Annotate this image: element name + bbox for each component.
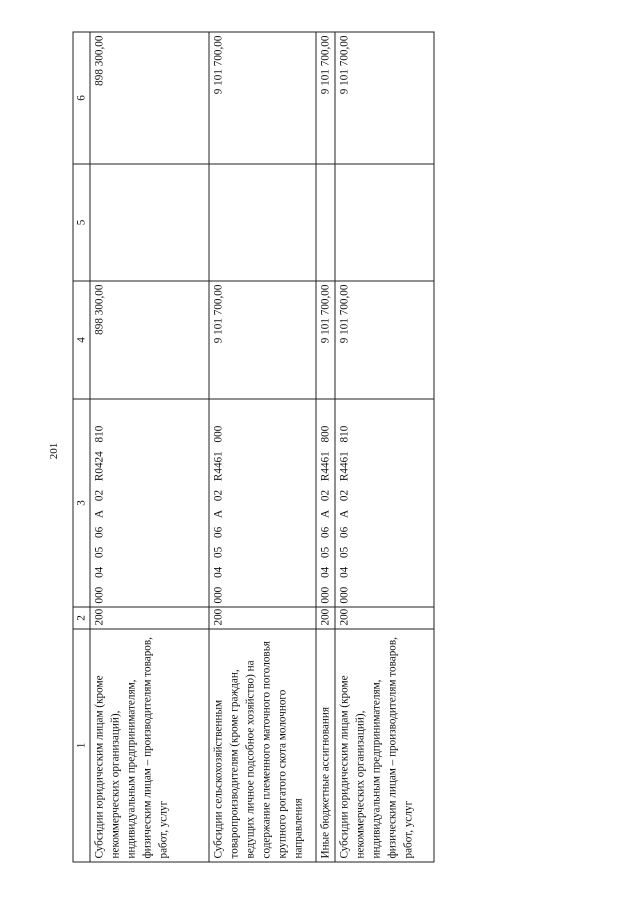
row-name-cell: Субсидии сельскохозяйственным товаропроизводителям (кроме граждан, ведущих личное подсобное хозяйство) на содержание племенного маточного поголовья крупного рогатого скота молочного направления [209,629,316,862]
row-name-cell: Субсидии юридическим лицам (кроме некоммерческих организаций), индивидуальным предпринимателям, физическим лицам – производителям товаров, работ, услуг [335,629,434,862]
row-col5-cell [209,164,316,281]
row-col5-cell [90,164,209,281]
row-col6-cell: 898 300,00 [90,32,209,164]
row-col4-cell: 898 300,00 [90,281,209,399]
row-admin-cell: 200 [335,607,434,629]
row-admin-cell: 200 [90,607,209,629]
row-code-cell: 000 04 05 06 А 02 R4461 000 [209,399,316,607]
row-name-cell: Субсидии юридическим лицам (кроме некоммерческих организаций), индивидуальным предпринимателям, физическим лицам – производителям товаров, работ, услуг [90,629,209,862]
row-col4-cell: 9 101 700,00 [316,281,335,399]
row-col4-cell: 9 101 700,00 [209,281,316,399]
header-cell-6: 6 [73,32,90,164]
row-col6-cell: 9 101 700,00 [316,32,335,164]
budget-table-container [73,33,428,863]
row-col5-cell [335,164,434,281]
row-code-cell: 000 04 05 06 А 02 R4461 800 [316,399,335,607]
row-col5-cell [316,164,335,281]
row-admin-cell: 200 [209,607,316,629]
row-admin-cell: 200 [316,607,335,629]
header-cell-5: 5 [73,164,90,281]
row-code-cell: 000 04 05 06 А 02 R4461 810 [335,399,434,607]
header-cell-2: 2 [73,607,90,629]
header-cell-4: 4 [73,281,90,399]
row-code-cell: 000 04 05 06 А 02 R0424 810 [90,399,209,607]
table-row [335,32,434,862]
table-row [209,32,316,862]
page-number: 201 [48,442,60,460]
header-cell-1: 1 [73,629,90,862]
header-cell-3: 3 [73,399,90,607]
row-col4-cell: 9 101 700,00 [335,281,434,399]
budget-table [73,32,435,863]
row-col6-cell: 9 101 700,00 [209,32,316,164]
table-row [316,32,335,862]
row-name-cell: Иные бюджетные ассигнования [316,629,335,862]
table-header-row [73,32,90,862]
table-row [90,32,209,862]
row-col6-cell: 9 101 700,00 [335,32,434,164]
